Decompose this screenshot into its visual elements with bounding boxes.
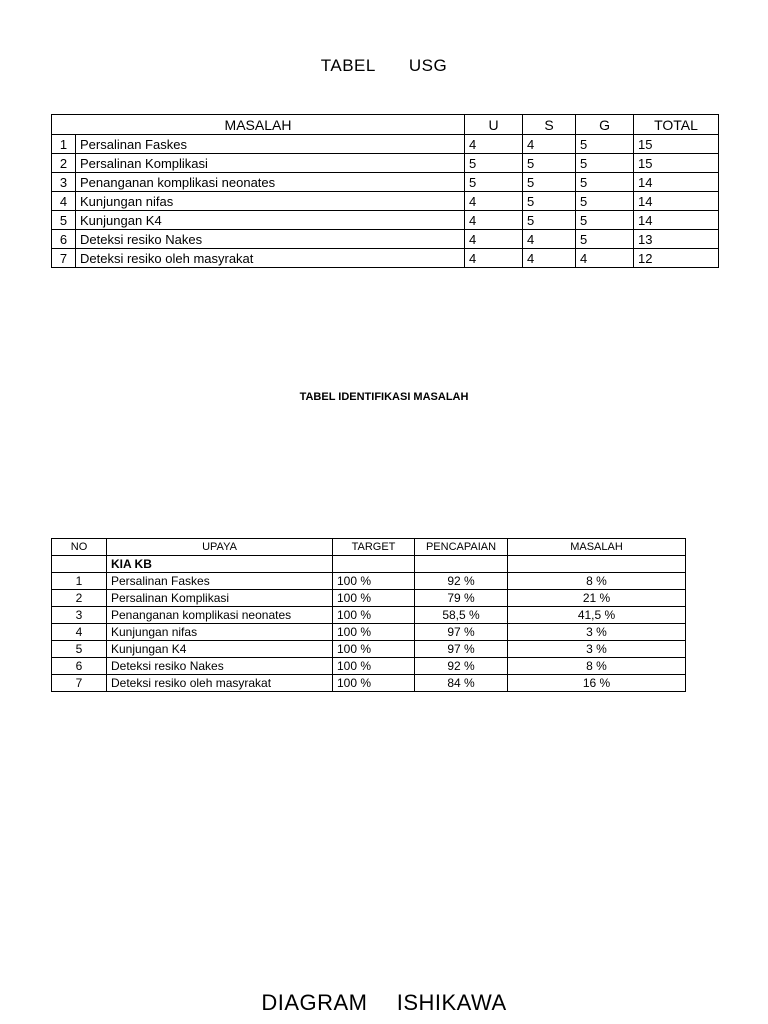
ident-row-upaya: Deteksi resiko Nakes <box>107 658 333 675</box>
usg-row-total: 15 <box>634 154 719 173</box>
usg-table-row <box>52 154 719 173</box>
ident-row-upaya: Persalinan Komplikasi <box>107 590 333 607</box>
ident-header-no: NO <box>52 539 107 556</box>
ident-row-no: 7 <box>52 675 107 692</box>
ident-row-no: 4 <box>52 624 107 641</box>
ident-row-upaya: Penanganan komplikasi neonates <box>107 607 333 624</box>
ident-row-no: 6 <box>52 658 107 675</box>
usg-row-masalah: Deteksi resiko Nakes <box>76 230 465 249</box>
usg-row-g: 5 <box>576 135 634 154</box>
usg-row-u: 4 <box>465 192 523 211</box>
usg-table-row <box>52 173 719 192</box>
usg-row-g: 5 <box>576 173 634 192</box>
usg-row-u: 4 <box>465 249 523 268</box>
ident-row-pencapaian: 79 % <box>415 590 508 607</box>
ident-row-pencapaian: 92 % <box>415 658 508 675</box>
usg-table-row <box>52 230 719 249</box>
ident-table-row <box>52 607 686 624</box>
ident-row-target: 100 % <box>333 675 415 692</box>
ident-row-upaya: Deteksi resiko oleh masyrakat <box>107 675 333 692</box>
usg-row-total: 14 <box>634 173 719 192</box>
usg-table-row <box>52 249 719 268</box>
usg-header-s: S <box>523 115 576 135</box>
ident-table-row <box>52 658 686 675</box>
usg-row-u: 4 <box>465 230 523 249</box>
usg-row-masalah: Kunjungan nifas <box>76 192 465 211</box>
usg-table <box>51 114 719 268</box>
ident-section-no <box>52 556 107 573</box>
usg-header-row <box>52 115 719 135</box>
ident-table-row <box>52 675 686 692</box>
usg-table-row <box>52 211 719 230</box>
usg-row-s: 4 <box>523 249 576 268</box>
ident-table-row <box>52 624 686 641</box>
usg-row-s: 4 <box>523 135 576 154</box>
ident-row-target: 100 % <box>333 590 415 607</box>
usg-row-g: 5 <box>576 192 634 211</box>
ident-row-target: 100 % <box>333 573 415 590</box>
usg-row-masalah: Persalinan Faskes <box>76 135 465 154</box>
usg-row-s: 4 <box>523 230 576 249</box>
ident-row-pencapaian: 97 % <box>415 624 508 641</box>
usg-table-title: TABEL USG <box>320 56 448 75</box>
ident-row-masalah: 8 % <box>508 573 686 590</box>
usg-row-masalah: Persalinan Komplikasi <box>76 154 465 173</box>
usg-header-g: G <box>576 115 634 135</box>
usg-row-total: 15 <box>634 135 719 154</box>
ident-row-target: 100 % <box>333 658 415 675</box>
usg-row-s: 5 <box>523 211 576 230</box>
usg-row-no: 5 <box>52 211 76 230</box>
usg-row-no: 4 <box>52 192 76 211</box>
usg-row-no: 7 <box>52 249 76 268</box>
ident-header-row <box>52 539 686 556</box>
usg-table-row <box>52 192 719 211</box>
usg-header-u: U <box>465 115 523 135</box>
ishikawa-diagram-title: DIAGRAM ISHIKAWA <box>261 990 507 1015</box>
ident-table-row <box>52 573 686 590</box>
ident-header-target: TARGET <box>333 539 415 556</box>
usg-row-no: 2 <box>52 154 76 173</box>
usg-row-total: 13 <box>634 230 719 249</box>
ident-row-pencapaian: 97 % <box>415 641 508 658</box>
usg-row-u: 5 <box>465 173 523 192</box>
usg-row-s: 5 <box>523 192 576 211</box>
usg-row-total: 14 <box>634 211 719 230</box>
usg-row-total: 14 <box>634 192 719 211</box>
usg-row-total: 12 <box>634 249 719 268</box>
ident-table-row <box>52 641 686 658</box>
usg-table-row <box>52 135 719 154</box>
ident-section-target <box>333 556 415 573</box>
usg-row-u: 4 <box>465 211 523 230</box>
usg-row-g: 4 <box>576 249 634 268</box>
usg-header-masalah: MASALAH <box>52 115 465 135</box>
usg-header-total: TOTAL <box>634 115 719 135</box>
ident-header-pencapaian: PENCAPAIAN <box>415 539 508 556</box>
usg-row-s: 5 <box>523 173 576 192</box>
ident-row-masalah: 3 % <box>508 624 686 641</box>
usg-row-g: 5 <box>576 230 634 249</box>
usg-row-masalah: Penanganan komplikasi neonates <box>76 173 465 192</box>
ident-row-masalah: 16 % <box>508 675 686 692</box>
ident-table-row <box>52 590 686 607</box>
ident-row-no: 2 <box>52 590 107 607</box>
usg-row-g: 5 <box>576 211 634 230</box>
ident-row-target: 100 % <box>333 641 415 658</box>
ident-row-pencapaian: 58,5 % <box>415 607 508 624</box>
ident-header-upaya: UPAYA <box>107 539 333 556</box>
ident-row-no: 5 <box>52 641 107 658</box>
ident-section-pencapaian <box>415 556 508 573</box>
usg-row-masalah: Kunjungan K4 <box>76 211 465 230</box>
ident-row-upaya: Persalinan Faskes <box>107 573 333 590</box>
usg-row-s: 5 <box>523 154 576 173</box>
ident-row-masalah: 8 % <box>508 658 686 675</box>
usg-row-no: 6 <box>52 230 76 249</box>
ident-row-masalah: 3 % <box>508 641 686 658</box>
ident-row-upaya: Kunjungan K4 <box>107 641 333 658</box>
identification-table <box>51 538 686 692</box>
ident-table-title: TABEL IDENTIFIKASI MASALAH <box>299 391 469 403</box>
ident-row-no: 3 <box>52 607 107 624</box>
usg-row-masalah: Deteksi resiko oleh masyrakat <box>76 249 465 268</box>
ident-section-row <box>52 556 686 573</box>
ident-row-pencapaian: 84 % <box>415 675 508 692</box>
ident-section-label: KIA KB <box>107 556 333 573</box>
ident-row-masalah: 21 % <box>508 590 686 607</box>
ident-row-target: 100 % <box>333 624 415 641</box>
ident-header-masalah: MASALAH <box>508 539 686 556</box>
ident-row-masalah: 41,5 % <box>508 607 686 624</box>
ident-row-upaya: Kunjungan nifas <box>107 624 333 641</box>
ident-row-pencapaian: 92 % <box>415 573 508 590</box>
ident-section-masalah <box>508 556 686 573</box>
usg-row-u: 5 <box>465 154 523 173</box>
usg-row-no: 3 <box>52 173 76 192</box>
ident-row-target: 100 % <box>333 607 415 624</box>
usg-row-u: 4 <box>465 135 523 154</box>
ident-row-no: 1 <box>52 573 107 590</box>
usg-row-g: 5 <box>576 154 634 173</box>
usg-row-no: 1 <box>52 135 76 154</box>
